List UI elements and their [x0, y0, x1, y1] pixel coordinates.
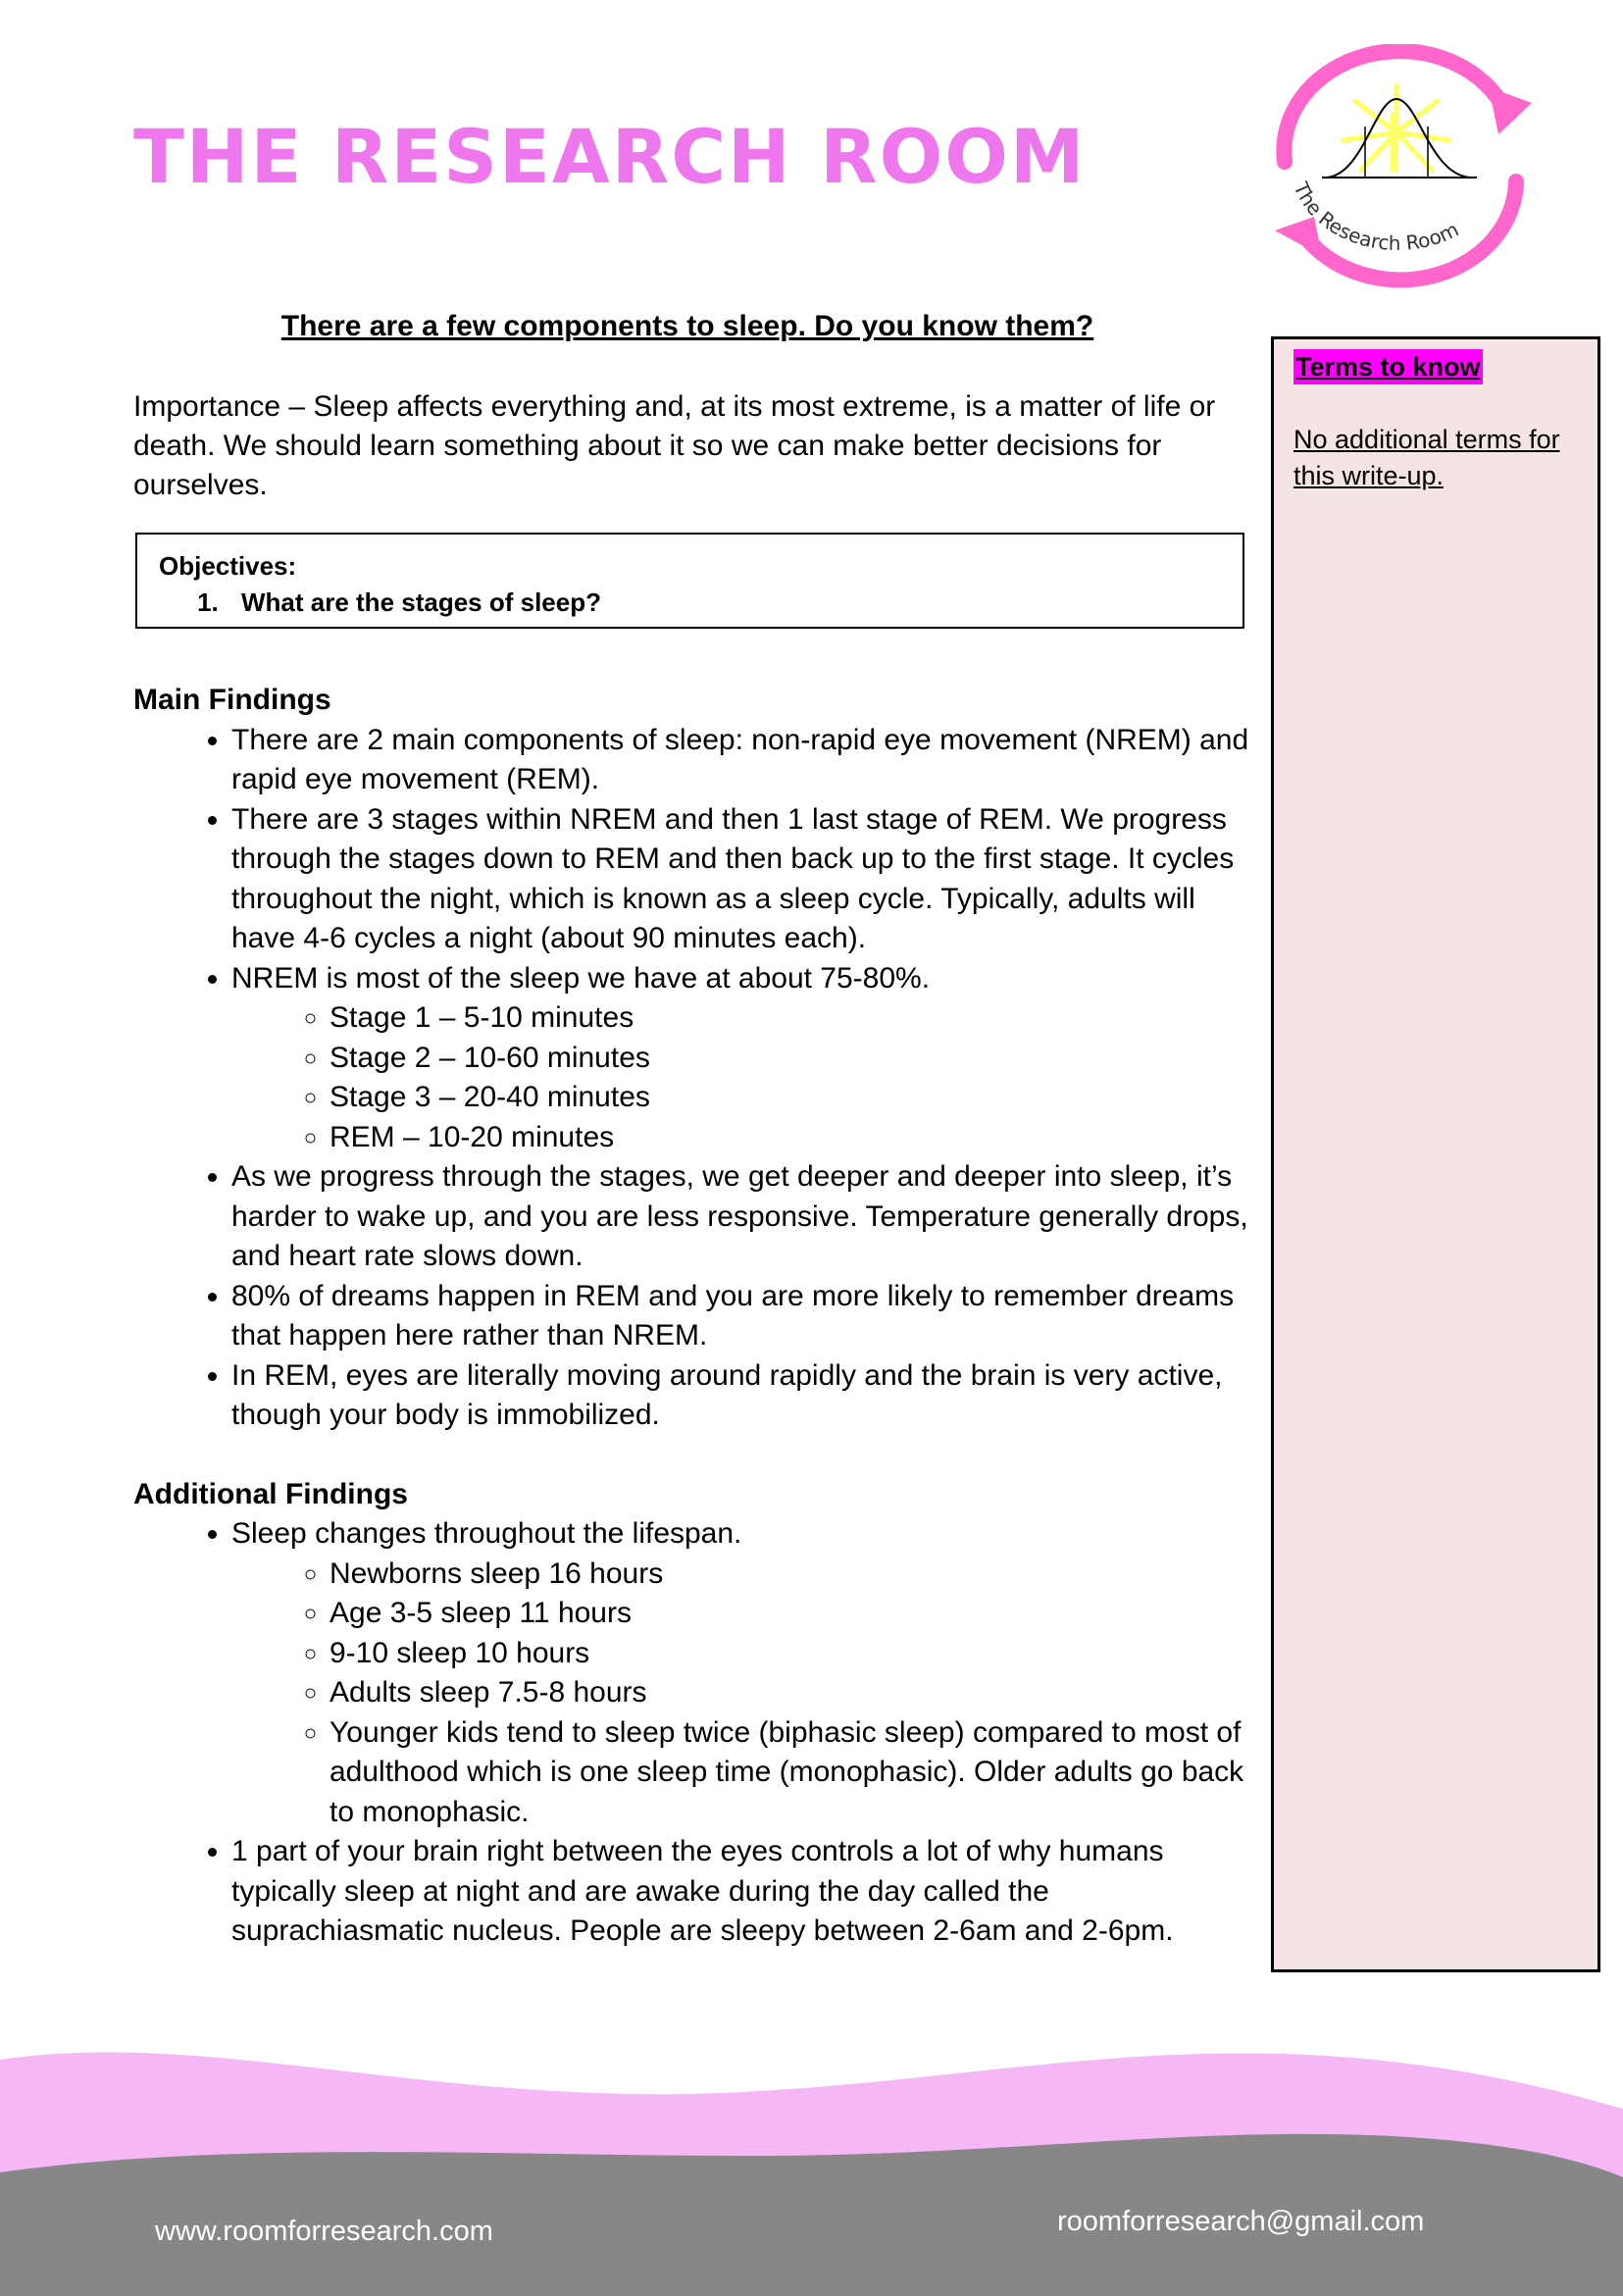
main-findings-title: Main Findings — [133, 684, 331, 716]
additional-findings-title: Additional Findings — [133, 1477, 408, 1510]
objectives-label: Objectives: — [159, 551, 297, 581]
section-heading: There are a few components to sleep. Do you know them? — [280, 310, 1094, 342]
objective-item: 1. What are the stages of sleep? — [226, 585, 1221, 621]
footer-wave — [0, 2040, 1623, 2296]
sub-list-item: ◦ Stage 1 – 5-10 minutes — [330, 998, 1251, 1039]
list-item — [231, 1514, 1251, 1832]
sub-list-item: ◦ REM – 10-20 minutes — [330, 1118, 1251, 1158]
footer — [0, 2040, 1623, 2296]
footer-website-link[interactable]: www.roomforresearch.com — [155, 2216, 493, 2247]
logo-text: The Research Room — [1289, 179, 1463, 256]
objectives-box — [135, 533, 1244, 629]
stages-list — [231, 998, 1251, 1157]
list-item: • There are 3 stages within NREM and then 1 last stage of REM. We progress through the stages down to REM and then back up to the first stage. It cycles throughout the night, which is known as a sleep cycle. Typically, adults will have 4-6 cycles a night (about 90 minutes each). — [231, 800, 1251, 959]
research-room-logo — [1245, 44, 1549, 289]
page-title: THE RESEARCH ROOM — [133, 113, 1087, 200]
lifespan-list — [231, 1555, 1251, 1833]
sub-list-item: ◦ 9-10 sleep 10 hours — [330, 1634, 1251, 1674]
additional-findings-list — [133, 1514, 1251, 1952]
objectives-list — [159, 585, 1221, 621]
importance-paragraph: Importance – Sleep affects everything and, at its most extreme, is a matter of life or death. We should learn something about it so we can make better decisions for ourselves. — [133, 390, 1216, 501]
sub-list-item: ◦ Newborns sleep 16 hours — [330, 1555, 1251, 1595]
sub-list-item: ◦ Stage 2 – 10-60 minutes — [330, 1039, 1251, 1079]
terms-body: No additional terms for this write-up. — [1293, 425, 1560, 490]
sub-list-item: ◦ Younger kids tend to sleep twice (biphasic sleep) compared to most of adulthood which is one sleep time (monophasic). Older adults go back to monophasic. — [330, 1713, 1251, 1833]
footer-email-link[interactable]: roomforresearch@gmail.com — [1057, 2206, 1425, 2237]
list-item-text: NREM is most of the sleep we have at about 75-80%. — [231, 961, 931, 995]
terms-title: Terms to know — [1293, 349, 1483, 384]
findings-content — [133, 681, 1251, 1952]
terms-sidebar — [1271, 336, 1600, 1972]
list-item: • As we progress through the stages, we get deeper and deeper into sleep, it’s harder to wake up, and you are less responsive. Temperature generally drops, and heart rate slows down. — [231, 1157, 1251, 1277]
list-item: • 80% of dreams happen in REM and you are more likely to remember dreams that happen here rather than NREM. — [231, 1277, 1251, 1356]
sub-list-item: ◦ Adults sleep 7.5-8 hours — [330, 1673, 1251, 1713]
list-item: • 1 part of your brain right between the eyes controls a lot of why humans typically sleep at night and are awake during the day called the suprachiasmatic nucleus. People are sleepy between 2-6am and 2-6pm. — [231, 1832, 1251, 1952]
list-item — [231, 959, 1251, 1158]
list-item-text: Sleep changes throughout the lifespan. — [231, 1517, 742, 1550]
list-item: • There are 2 main components of sleep: non-rapid eye movement (NREM) and rapid eye movement (REM). — [231, 721, 1251, 800]
list-item: • In REM, eyes are literally moving around rapidly and the brain is very active, though your body is immobilized. — [231, 1356, 1251, 1436]
sub-list-item: ◦ Stage 3 – 20-40 minutes — [330, 1078, 1251, 1118]
sub-list-item: ◦ Age 3-5 sleep 11 hours — [330, 1594, 1251, 1634]
main-findings-list — [133, 721, 1251, 1436]
